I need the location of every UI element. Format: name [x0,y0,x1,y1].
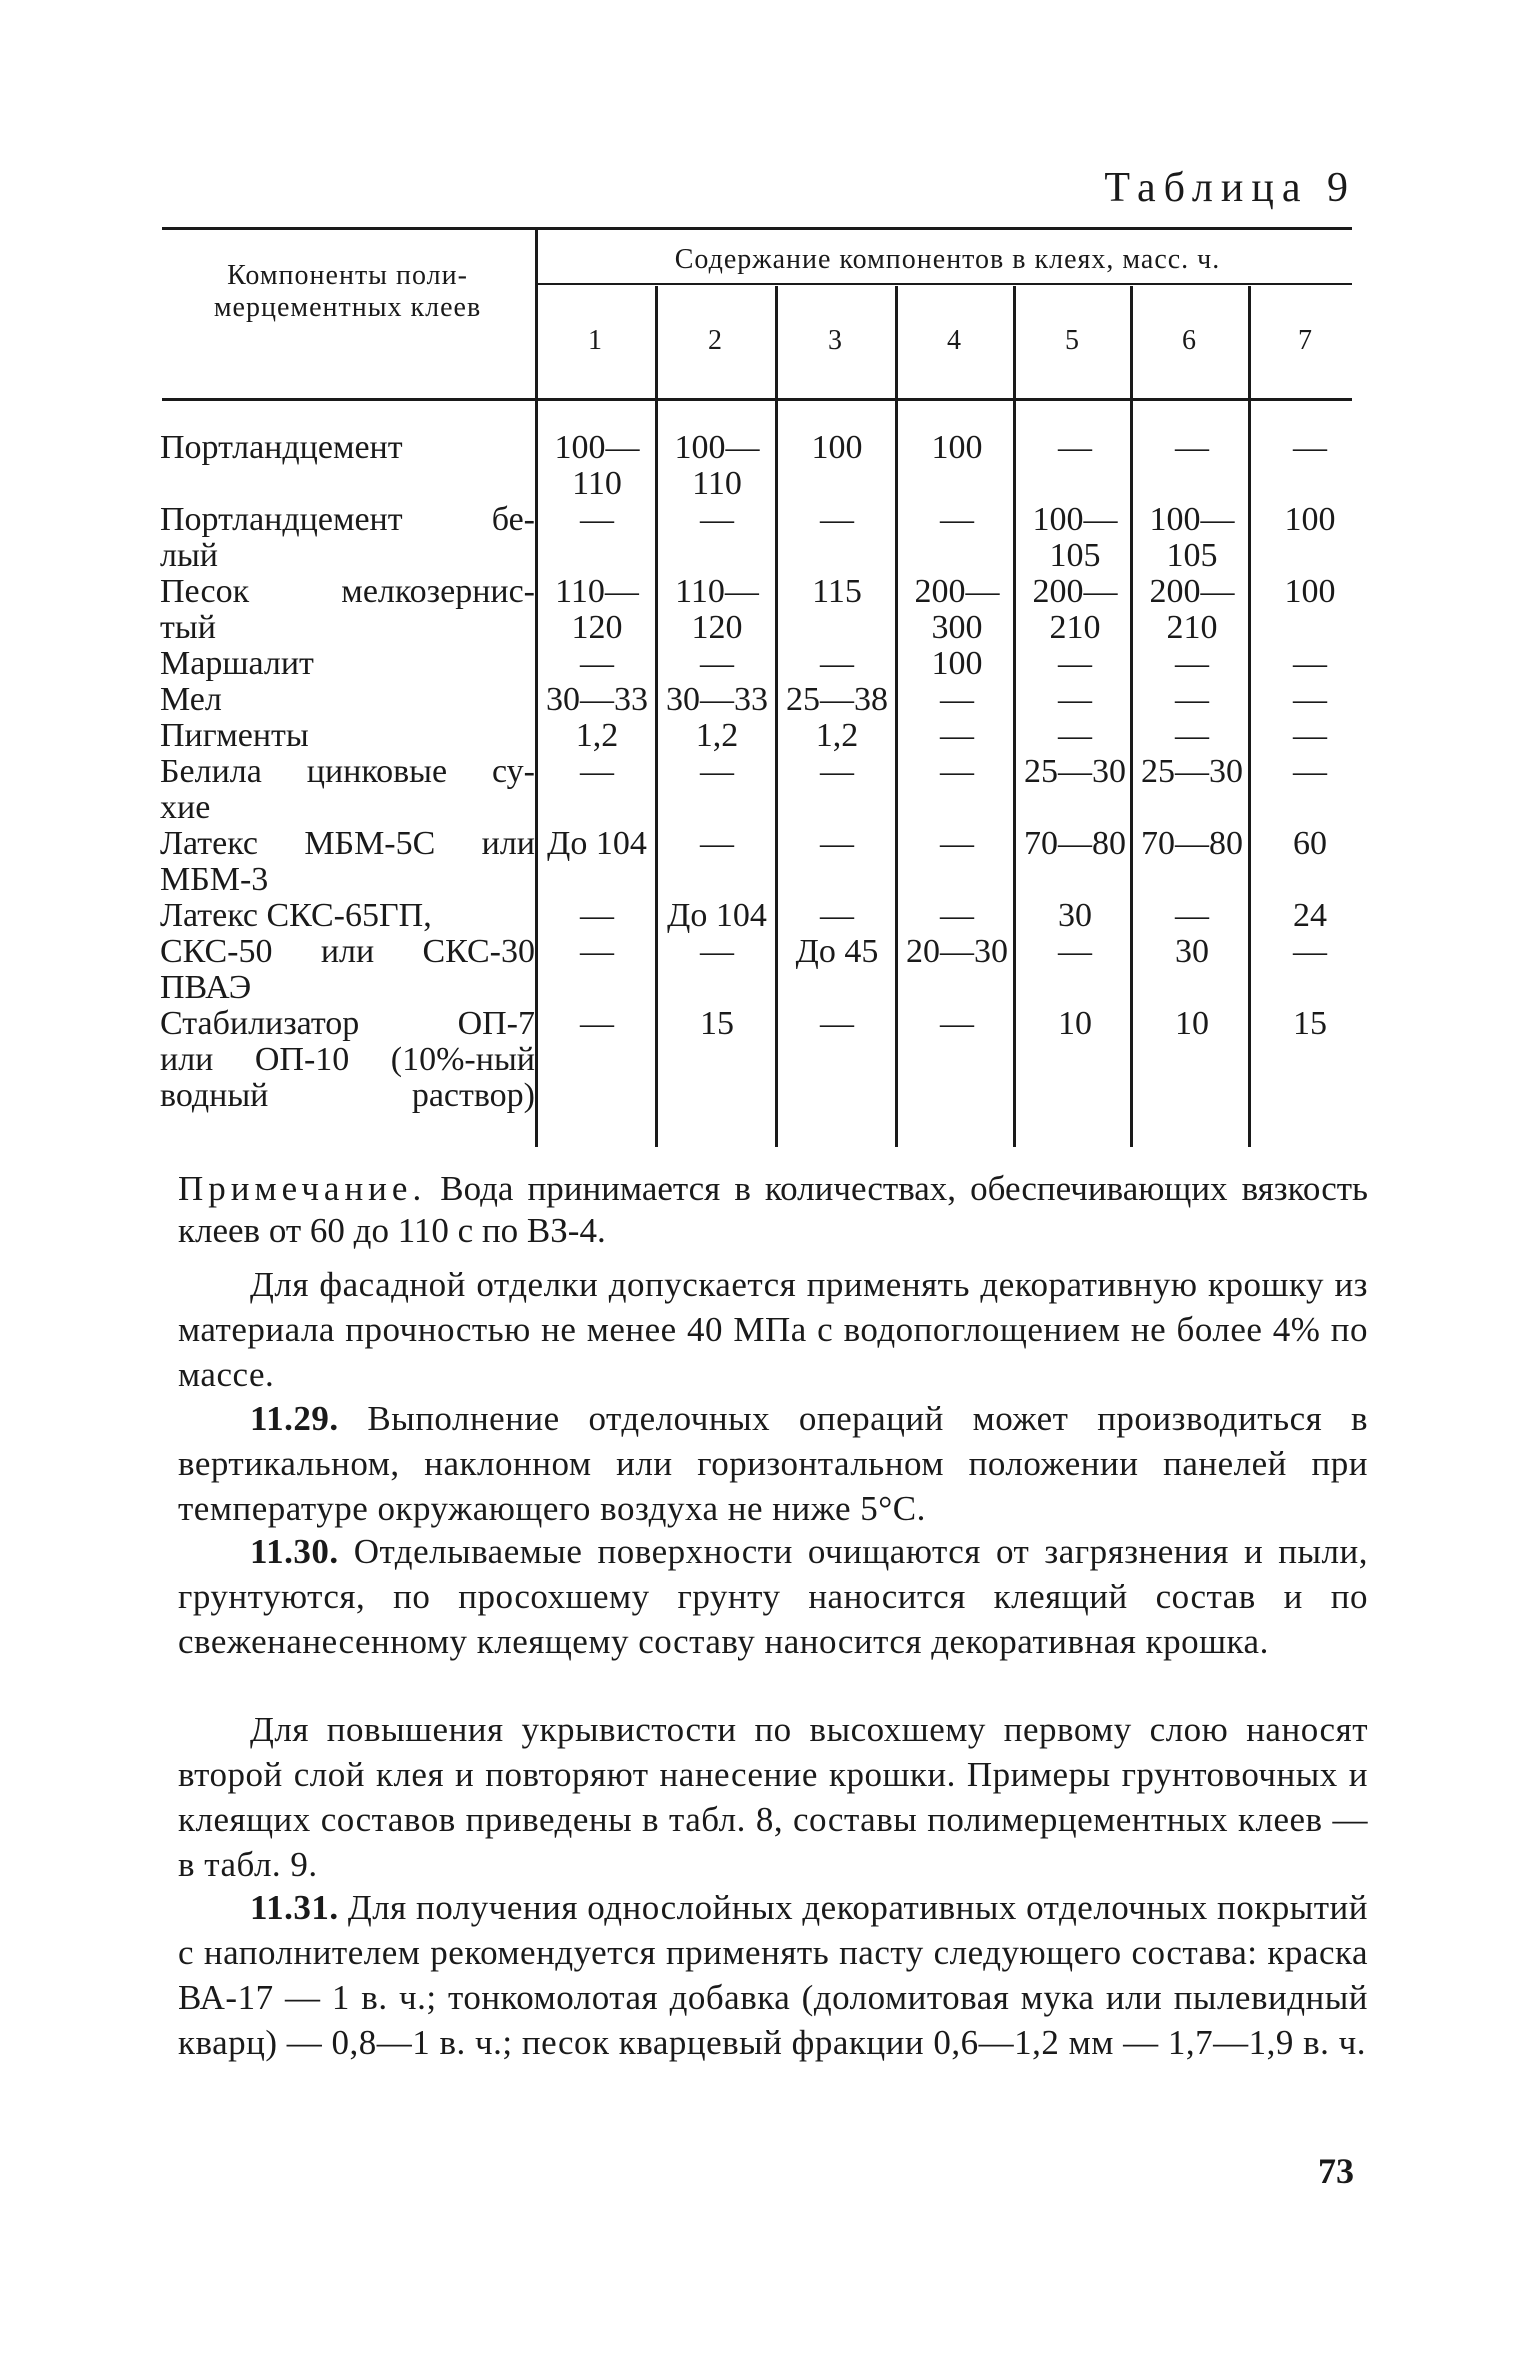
table-cell: — [820,825,854,862]
table-cell: — [940,681,974,718]
row-component-name [160,826,535,898]
paragraph-number: 11.29. [250,1399,339,1438]
table-cell: — [1293,753,1327,790]
table-cell: — [580,753,614,790]
table-cell: — [820,753,854,790]
table-cell: — [1175,897,1209,934]
table-cell: 24 [1293,897,1327,934]
table-cell: — [580,933,614,970]
paragraph-text: Отделываемые поверхности очищаются от загрязнения и пыли, грунтуются, по просохшему грунту наносится клеящий состав и по свеженанесенному клеящему составу наносится декоративная крошка. [178,1532,1368,1661]
table-cell: 20—30 [906,933,1008,970]
table-cell: 1,2 [815,717,859,754]
row-component-name [160,898,535,934]
table-cell: — [1175,681,1209,718]
paragraph [178,1262,1368,1397]
table-cell: — [1293,933,1327,970]
row-name-line: водный раствор) [160,1077,535,1114]
paragraph-text: Для фасадной отделки допускается применять декоративную крошку из материала прочностью не менее 40 МПа с водопоглощением не более 4% по массе. [178,1265,1368,1394]
table-cell: 100 [811,429,863,466]
note-text: Вода принимается в количествах, обеспечивающих вязкость клеев от 60 до 110 с по ВЗ-4. [178,1169,1368,1250]
table-cell: — [1058,681,1092,718]
column-number: 6 [1182,325,1196,356]
paragraph-text: Для получения однослойных декоративных отделочных покрытий с наполнителем рекомендуется применять пасту следующего состава: краска ВА-17 — 1 в. ч.; тонкомолотая добавка (доломитовая мука или пылевидный кварц) — 0,8—1 в. ч.; песок кварцевый фракции 0,6—1,2 мм — 1,7—1,9 в. ч. [178,1888,1368,2062]
table-cell: 15 [1293,1005,1327,1042]
row-component-name [160,1006,535,1114]
table-cell: — [820,501,854,538]
table-cell: 25—30 [1141,753,1243,790]
row-component-name [160,646,535,682]
table-cell: — [1175,429,1209,466]
table-cell: 100— 105 [1032,501,1118,574]
table-cell: — [580,897,614,934]
table-cell: 1,2 [695,717,739,754]
row-name-line: ПВАЭ [160,969,252,1006]
row-name-line: тый [160,609,216,646]
table-cell: — [580,501,614,538]
row-component-name [160,430,535,466]
row-component-name [160,754,535,826]
table-cell: — [700,825,734,862]
table-cell: — [940,753,974,790]
row-name-line: Пигменты [160,717,309,754]
table-top-rule [162,227,1352,230]
page-number: 73 [1318,2151,1354,2191]
row-name-line: Песок мелкозернис- [160,573,535,610]
table-cell: 100 [931,645,983,682]
table-cell: 100— 105 [1149,501,1235,574]
table-cell: 70—80 [1024,825,1126,862]
table-cell: 60 [1293,825,1327,862]
table-cell: — [1058,429,1092,466]
table-cell: 115 [812,573,862,610]
table-cell: — [700,753,734,790]
table-cell: — [700,645,734,682]
row-name-line: лый [160,537,219,574]
table-cell: — [580,1005,614,1042]
table-cell: 100 [1284,501,1336,538]
paragraph-number: 11.31. [250,1888,339,1927]
table-caption: Таблица 9 [1104,165,1356,211]
row-component-name [160,682,535,718]
row-name-line: Маршалит [160,645,314,682]
table-cell: 30 [1058,897,1092,934]
row-name-line: Стабилизатор ОП-7 [160,1005,535,1042]
row-component-name [160,574,535,646]
table-cell: — [1058,717,1092,754]
row-name-line: Портландцемент бе- [160,501,535,538]
table-cell: 25—30 [1024,753,1126,790]
table-cell: До 104 [667,897,767,934]
table-cell: — [820,897,854,934]
header-bottom-rule [162,398,1352,401]
row-name-line: Латекс МБМ-5С или [160,825,535,862]
column-number: 3 [828,325,842,356]
table-cell: — [1058,645,1092,682]
column-number: 1 [588,325,602,356]
row-name-line: Белила цинковые су- [160,753,535,790]
table-cell: 70—80 [1141,825,1243,862]
column-number: 4 [947,325,961,356]
table-cell: 200— 210 [1149,573,1235,646]
row-component-name [160,502,535,574]
table-cell: 30 [1175,933,1209,970]
row-name-line: Портландцемент [160,429,403,466]
row-component-name [160,934,535,1006]
paragraph-text: Выполнение отделочных операций может производиться в вертикальном, наклонном или горизонтальном положении панелей при температуре окружающего воздуха не ниже 5°С. [178,1399,1368,1528]
paragraph [178,1707,1368,1887]
table-cell: 30—33 [546,681,648,718]
row-name-line: Латекс СКС-65ГП, [160,897,432,934]
row-name-line: хие [160,789,211,826]
header-sub-rule [535,283,1352,285]
table-cell: 15 [700,1005,734,1042]
table-cell: — [700,501,734,538]
row-name-line: СКС-50 или СКС-30 [160,933,535,970]
table-cell: — [940,717,974,754]
table-cell: 100 [931,429,983,466]
paragraph [178,1529,1368,1664]
table-cell: — [580,645,614,682]
table-cell: 25—38 [786,681,888,718]
paragraph-text: Для повышения укрывистости по высохшему первому слою наносят второй слой клея и повторяют нанесение крошки. Примеры грунтовочных и клеящих составов приведены в табл. 8, составы полимерцементных клеев — в табл. 9. [178,1710,1368,1884]
table-cell: До 104 [547,825,647,862]
table-cell: 30—33 [666,681,768,718]
table-note [178,1168,1368,1252]
table-cell: — [1293,717,1327,754]
row-component-name [160,718,535,754]
table-cell: 200— 210 [1032,573,1118,646]
table-cell: 10 [1175,1005,1209,1042]
composition-table [160,222,1350,1147]
table-cell: — [940,1005,974,1042]
row-name-line: или ОП-10 (10%-ный [160,1041,535,1078]
table-cell: — [820,1005,854,1042]
note-label: Примечание. [178,1169,427,1208]
row-name-line: МБМ-3 [160,861,269,898]
table-cell: 1,2 [575,717,619,754]
paragraph [178,1396,1368,1531]
table-cell: — [700,933,734,970]
table-cell: 100 [1284,573,1336,610]
table-cell: 200— 300 [914,573,1000,646]
table-cell: До 45 [795,933,879,970]
table-cell: 100— 110 [554,429,640,502]
column-number: 7 [1298,325,1312,356]
column-number: 5 [1065,325,1079,356]
table-cell: — [1175,717,1209,754]
table-cell: 100— 110 [674,429,760,502]
table-cell: 110— 120 [675,573,759,646]
table-cell: — [1058,933,1092,970]
row-name-line: Мел [160,681,222,718]
table-cell: — [940,501,974,538]
table-cell: — [820,645,854,682]
table-cell: — [1293,681,1327,718]
table-cell: — [940,897,974,934]
table-cell: — [1293,429,1327,466]
components-header: Компоненты поли- мерцементных клеев [213,260,482,323]
content-header: Содержание компонентов в клеях, масс. ч. [674,244,1221,275]
paragraph-number: 11.30. [250,1532,339,1571]
table-cell: — [1175,645,1209,682]
table-cell: 10 [1058,1005,1092,1042]
table-cell: — [940,825,974,862]
column-number: 2 [708,325,722,356]
table-cell: — [1293,645,1327,682]
paragraph [178,1885,1368,2065]
table-cell: 110— 120 [555,573,639,646]
